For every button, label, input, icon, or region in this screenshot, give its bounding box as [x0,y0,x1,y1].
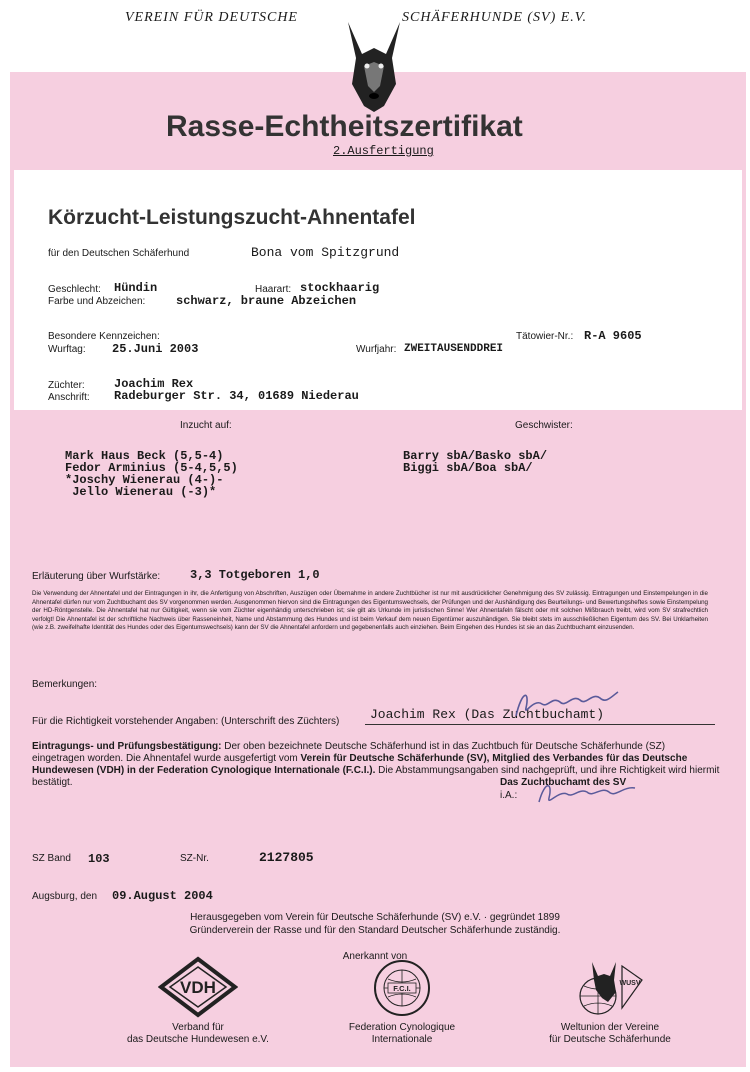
confirmation-org: Verein für Deutsche Schäferhunde (SV), Mitglied des Verbandes für das Deutsche Hundewesen (VDH) in der Federation Cynologique Internationale (F.C.I.). [32,753,688,776]
fci-logo-text: F.C.I. [393,984,411,993]
tattoo-label: Tätowier-Nr.: [516,331,574,342]
office-signature-icon [535,778,645,808]
sz-band-value: 103 [88,852,110,866]
fci-caption-1: Federation Cynologique [348,1022,456,1033]
sibling-line: Barry sbA/Basko sbA/ [403,449,548,463]
sex-label: Geschlecht: [48,284,101,295]
breeder-signature-label: Für die Richtigkeit vorstehender Angaben: (Unterschrift des Züchters) [32,716,340,727]
coat-value: stockhaarig [300,281,380,295]
color-value: schwarz, braune Abzeichen [176,294,357,308]
tattoo-value: R-A 9605 [584,329,642,343]
handwritten-signature-icon [512,686,622,722]
vdh-caption-1: Verband für [172,1022,224,1033]
recognized-by-label: Anerkannt von [342,951,408,962]
issue-place-label: Augsburg, den [32,891,98,902]
coat-label: Haarart: [255,284,292,295]
pedigree-subtitle: Körzucht-Leistungszucht-Ahnentafel [48,206,416,229]
breeder-label: Züchter: [48,380,85,391]
color-label: Farbe und Abzeichen: [48,296,146,307]
wusv-caption-2: für Deutsche Schäferhunde [549,1034,671,1045]
fci-logo-icon [373,959,431,1017]
breeder-value: Joachim Rex [114,377,194,391]
confirmation-lead: Eintragungs- und Prüfungsbestätigung: [32,741,222,752]
remarks-label: Bemerkungen: [32,679,98,690]
sz-number-value: 2127805 [259,850,314,865]
inbreeding-line: *Joschy Wienerau (4-)- [65,473,224,487]
fci-caption-2: Internationale [371,1034,433,1045]
sz-band-label: SZ Band [32,853,71,864]
address-value: Radeburger Str. 34, 01689 Niederau [114,389,359,403]
litter-value: 3,3 Totgeboren 1,0 [190,568,320,582]
wusv-logo-icon [562,958,646,1018]
vdh-logo-text: VDH [180,978,216,997]
publisher-line-2: Gründerverein der Rasse und für den Standard Deutscher Schäferhunde zuständig. [189,925,561,936]
sz-number-label: SZ-Nr. [180,853,209,864]
org-name-right: SCHÄFERHUNDE (SV) E.V. [402,10,588,25]
issue-date-value: 09.August 2004 [112,889,213,903]
litter-year-label: Wurfjahr: [356,344,397,355]
sibling-line: Biggi sbA/Boa sbA/ [403,461,533,475]
siblings-label: Geschwister: [515,420,573,431]
litter-label: Erläuterung über Wurfstärke: [32,571,161,582]
publisher-line-1: Herausgegeben vom Verein für Deutsche Schäferhunde (SV) e.V. · gegründet 1899 [190,912,560,923]
inbreeding-label: Inzucht auf: [180,420,232,431]
for-breed-label: für den Deutschen Schäferhund [48,248,190,259]
address-label: Anschrift: [48,392,90,403]
dog-name: Bona vom Spitzgrund [251,245,400,260]
inbreeding-line: Fedor Arminius (5-4,5,5) [65,461,238,475]
whelped-value: 25.Juni 2003 [112,342,199,356]
inbreeding-line: Mark Haus Beck (5,5-4) [65,449,224,463]
litter-year-value: ZWEITAUSENDDREI [404,343,504,355]
sex-value: Hündin [114,281,158,295]
legal-text: Die Verwendung der Ahnentafel und der Eintragungen in ihr, die Anfertigung von Abschriften, Auszügen oder Übernahme in andere Zuchtbücher ist nur mit ausdrücklicher Genehmigung des SV zulässig. Eintragungen und Einstempelungen in die Ahnentafel dürfen nur vom Zuchtbuchamt des SV vorgenommen werden. Ausgenommen hiervon sind die Eintragungen des Eigentumswechsels, der Prüfungen und der Aushändigung des Beurteilungs- und Bewertungsheftes sowie Einstempelung der HD-Röntgenstelle. Die Ahnentafel hat nur Gültigkeit, wenn sie vom Züchter eigenhändig unterschrieben ist; sie gilt als Urkunde im juristischen Sinne! Wer Ahnentafeln fälscht oder mit solchen Mißbrauch treibt, wird vom SV strafrechtlich verfolgt! Die Ahnentafel ist der schriftliche Nachweis über Rasseneinheit, Name und Abstammung des Hundes und ist beim Verkauf dem neuen Eigentümer auszuhändigen. Sie bleibt stets im ausschließlichen Eigentum des SV. Bei Unklarheiten (wie z.B. zweifelhafte Identität des Hundes oder des Eigentumswechsels) kann der SV die Ahnentafel anfordern und gegebenenfalls auch einziehen. Beim Eingehen des Hundes ist sie an das Zuchtbuchamt einzusenden. [32,590,708,632]
whelped-label: Wurftag: [48,344,86,355]
confirmation-text-2: Die Abstammungsangaben sind nachgeprüft, und ihre Richtigkeit wird hiermit bestätigt. [32,765,720,788]
vdh-caption-2: das Deutsche Hundewesen e.V. [127,1034,269,1045]
confirmation-text-1: Der oben bezeichnete Deutsche Schäferhund ist in das Zuchtbuch für Deutsche Schäferhunde (SZ) eingetragen worden. Die Ahnentafel wurde ausgefertigt vom [32,741,666,764]
copy-note: 2.Ausfertigung [333,144,434,158]
certificate-title: Rasse-Echtheitszertifikat [166,110,523,143]
breeder-signature-value: Joachim Rex (Das Zuchtbuchamt) [370,707,605,722]
marks-label: Besondere Kennzeichen: [48,331,160,342]
wusv-caption-1: Weltunion der Vereine [560,1022,660,1033]
shepherd-dog-head-icon [334,14,414,114]
vdh-logo-icon [158,956,238,1018]
wusv-logo-text: WUSV [619,980,641,987]
org-name-left: VEREIN FÜR DEUTSCHE [125,10,298,25]
breed-office-label: Das Zuchtbuchamt des SV [500,777,627,788]
signature-line [365,724,715,725]
inbreeding-line: Jello Wienerau (-3)* [65,485,217,499]
ia-label: i.A.: [500,790,518,801]
